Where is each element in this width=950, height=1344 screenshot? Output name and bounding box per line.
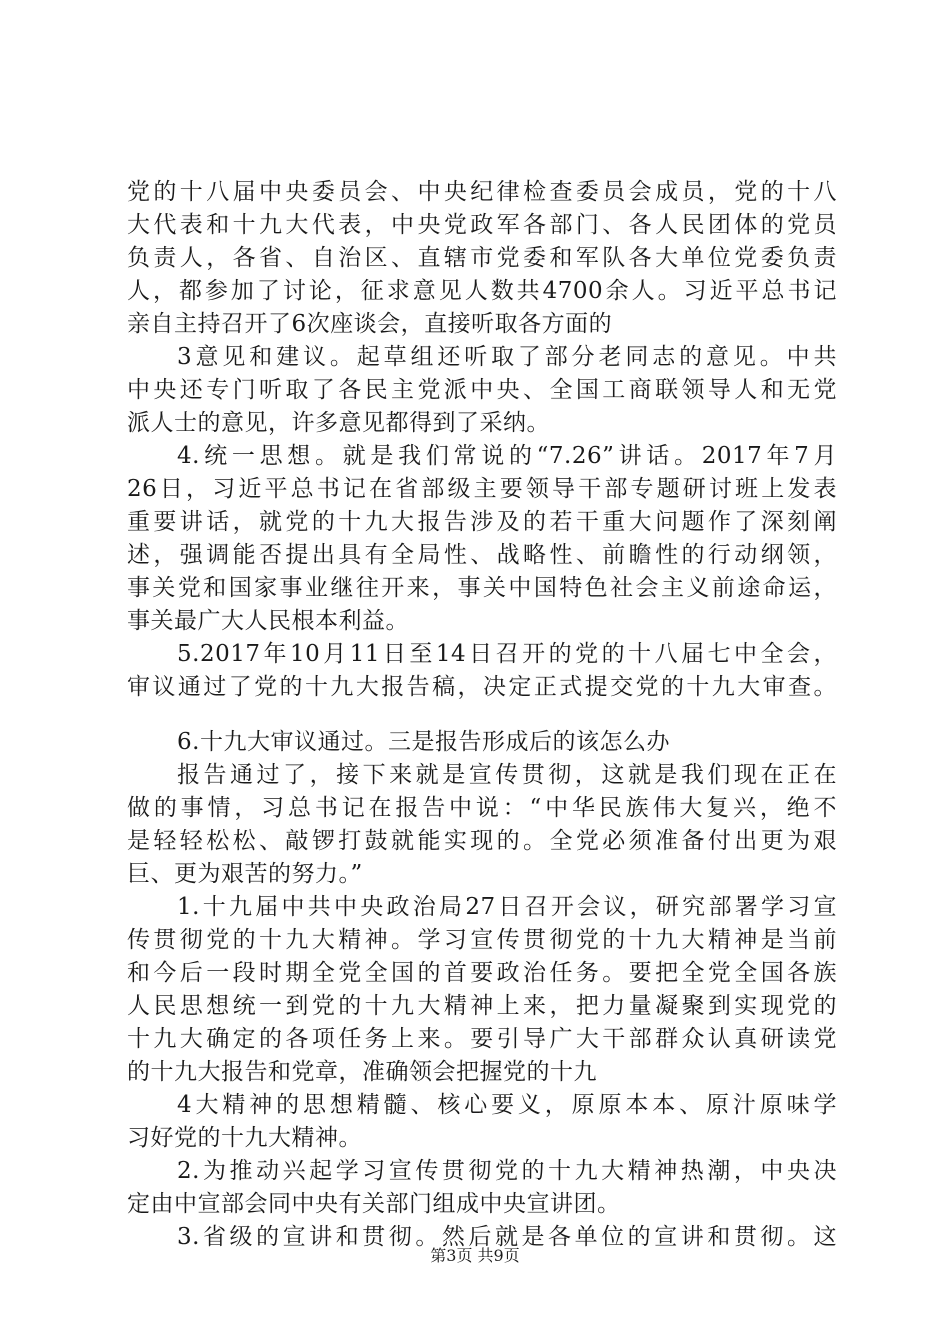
text-line: 4.统一思想。就是我们常说的“7.26”讲话。2017年7月 xyxy=(177,443,837,469)
text-line: 定由中宣部会同中央有关部门组成中央宣讲团。 xyxy=(127,1191,621,1217)
text-line: 亲自主持召开了6次座谈会，直接听取各方面的 xyxy=(127,311,613,337)
text-line: 3意见和建议。起草组还听取了部分老同志的意见。中共 xyxy=(177,344,837,370)
page-number-footer: 第3页 共9页 xyxy=(430,1246,520,1265)
text-line: 十九大确定的各项任务上来。要引导广大干部群众认真研读党 xyxy=(127,1026,837,1052)
text-line: 26日，习近平总书记在省部级主要领导干部专题研讨班上发表 xyxy=(127,476,837,502)
text-line: 巨、更为艰苦的努力。” xyxy=(127,861,363,887)
text-line: 事关最广大人民根本利益。 xyxy=(127,608,409,634)
text-line: 报告通过了，接下来就是宣传贯彻，这就是我们现在正在 xyxy=(177,762,837,788)
text-line: 是轻轻松松、敲锣打鼓就能实现的。全党必须准备付出更为艰 xyxy=(127,828,837,854)
paragraph-gap xyxy=(127,704,837,726)
text-line: 和今后一段时期全党全国的首要政治任务。要把全党全国各族 xyxy=(127,960,837,986)
text-line: 重要讲话，就党的十九大报告涉及的若干重大问题作了深刻阐 xyxy=(127,509,837,535)
text-line: 4大精神的思想精髓、核心要义，原原本本、原汁原味学 xyxy=(177,1092,837,1118)
text-line: 中央还专门听取了各民主党派中央、全国工商联领导人和无党 xyxy=(127,377,837,403)
text-line: 2.为推动兴起学习宣传贯彻党的十九大精神热潮，中央决 xyxy=(177,1158,837,1184)
text-line: 习好党的十九大精神。 xyxy=(127,1125,362,1151)
text-line: 1.十九届中共中央政治局27日召开会议，研究部署学习宣 xyxy=(177,894,837,920)
text-line: 人，都参加了讨论，征求意见人数共4700余人。习近平总书记 xyxy=(127,278,837,304)
text-line: 传贯彻党的十九大精神。学习宣传贯彻党的十九大精神是当前 xyxy=(127,927,837,953)
text-line: 3.省级的宣讲和贯彻。然后就是各单位的宣讲和贯彻。这 xyxy=(177,1224,837,1250)
text-line: 6.十九大审议通过。三是报告形成后的该怎么办 xyxy=(177,729,670,755)
text-line: 述，强调能否提出具有全局性、战略性、前瞻性的行动纲领， xyxy=(127,542,837,568)
text-line: 事关党和国家事业继往开来，事关中国特色社会主义前途命运， xyxy=(127,575,837,601)
text-line: 负责人，各省、自治区、直辖市党委和军队各大单位党委负责 xyxy=(127,245,837,271)
document-body xyxy=(127,176,837,1254)
text-line: 党的十八届中央委员会、中央纪律检查委员会成员，党的十八 xyxy=(127,179,837,205)
text-line: 派人士的意见，许多意见都得到了采纳。 xyxy=(127,410,550,436)
text-line: 的十九大报告和党章，准确领会把握党的十九 xyxy=(127,1059,597,1085)
text-line: 大代表和十九大代表，中央党政军各部门、各人民团体的党员 xyxy=(127,212,837,238)
text-line: 5.2017年10月11日至14日召开的党的十八届七中全会， xyxy=(177,641,837,667)
text-line: 做的事情，习总书记在报告中说：“中华民族伟大复兴，绝不 xyxy=(127,795,837,821)
text-line: 审议通过了党的十九大报告稿，决定正式提交党的十九大审查。 xyxy=(127,674,837,700)
text-line: 人民思想统一到党的十九大精神上来，把力量凝聚到实现党的 xyxy=(127,993,837,1019)
